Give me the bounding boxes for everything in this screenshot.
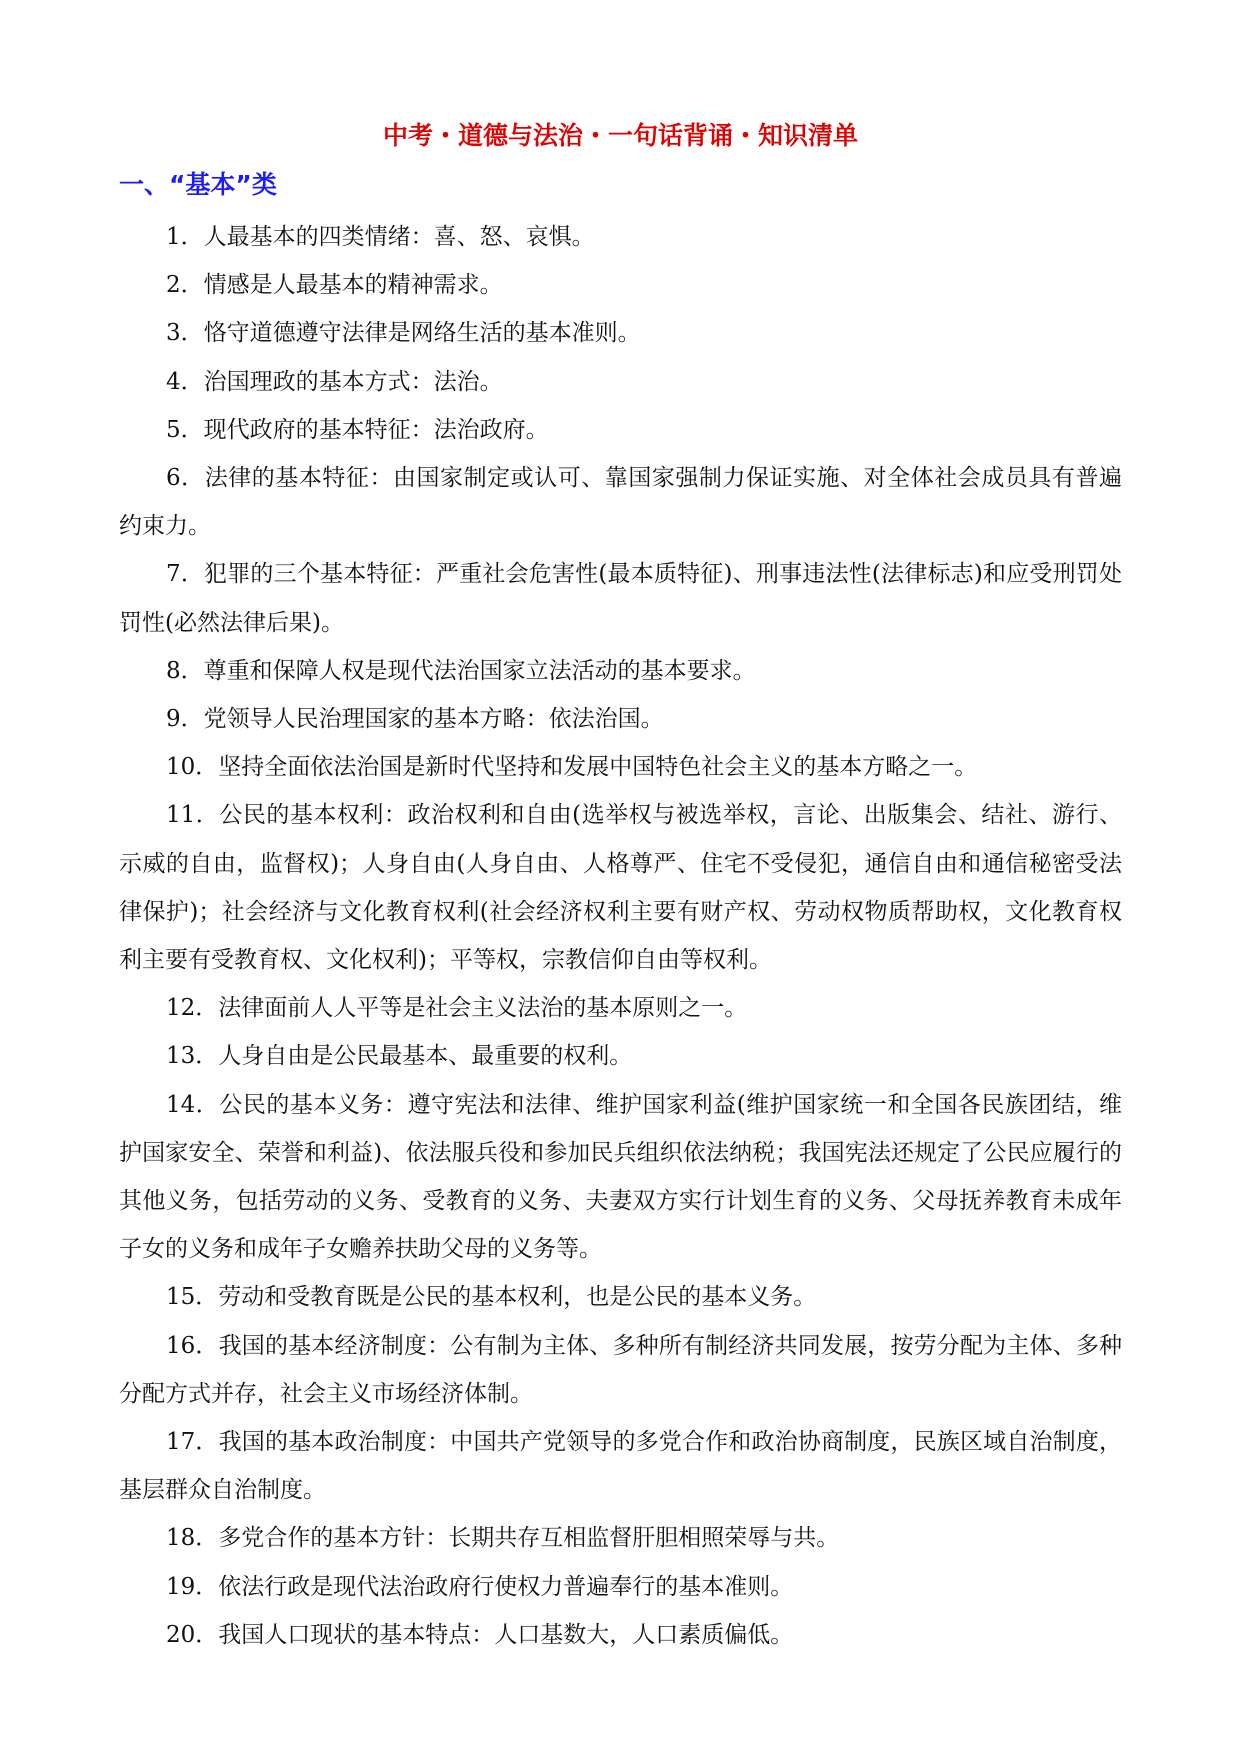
list-item: 14．公民的基本义务：遵守宪法和法律、维护国家利益(维护国家统一和全国各民族团结，维护国家安全、荣誉和利益)、依法服兵役和参加民兵组织依法纳税；我国宪法还规定了公民应履行的其他义务，包括劳动的义务、受教育的义务、夫妻双方实行计划生育的义务、父母抚养教育未成年子女的义务和成年子女赡养扶助父母的义务等。 — [119, 1091, 1122, 1263]
section-heading: 一、“基本”类 — [119, 170, 277, 199]
knowledge-list — [119, 213, 1122, 1659]
list-item: 12．法律面前人人平等是社会主义法治的基本原则之一。 — [166, 995, 748, 1022]
list-item: 13．人身自由是公民最基本、最重要的权利。 — [166, 1043, 633, 1070]
list-item: 6．法律的基本特征：由国家制定或认可、靠国家强制力保证实施、对全体社会成员具有普遍约束力。 — [119, 465, 1122, 540]
list-item: 19．依法行政是现代法治政府行使权力普遍奉行的基本准则。 — [166, 1573, 794, 1600]
list-item: 16．我国的基本经济制度：公有制为主体、多种所有制经济共同发展，按劳分配为主体、多种分配方式并存，社会主义市场经济体制。 — [119, 1332, 1122, 1407]
list-item: 2．情感是人最基本的精神需求。 — [166, 272, 503, 299]
list-item: 3．恪守道德遵守法律是网络生活的基本准则。 — [166, 320, 641, 347]
document-title: 中考・道德与法治・一句话背诵・知识清单 — [382, 121, 858, 150]
list-item: 8．尊重和保障人权是现代法治国家立法活动的基本要求。 — [166, 657, 756, 684]
list-item: 10．坚持全面依法治国是新时代坚持和发展中国特色社会主义的基本方略之一。 — [166, 754, 978, 781]
list-item: 17．我国的基本政治制度：中国共产党领导的多党合作和政治协商制度，民族区域自治制度，基层群众自治制度。 — [119, 1429, 1122, 1504]
list-item: 1．人最基本的四类情绪：喜、怒、哀惧。 — [166, 224, 595, 250]
list-item: 9．党领导人民治理国家的基本方略：依法治国。 — [166, 706, 664, 733]
list-item: 4．治国理政的基本方式：法治。 — [166, 368, 503, 395]
list-item: 5．现代政府的基本特征：法治政府。 — [166, 416, 549, 443]
list-item: 15．劳动和受教育既是公民的基本权利，也是公民的基本义务。 — [166, 1284, 817, 1311]
list-item: 20．我国人口现状的基本特点：人口基数大，人口素质偏低。 — [166, 1621, 794, 1648]
list-item: 11．公民的基本权利：政治权利和自由(选举权与被选举权，言论、出版集会、结社、游行、示威的自由，监督权)；人身自由(人身自由、人格尊严、住宅不受侵犯，通信自由和通信秘密受法律保护)；社会经济与文化教育权利(社会经济权利主要有财产权、劳动权物质帮助权，文化教育权利主要有受教育权、文化权利)；平等权，宗教信仰自由等权利。 — [119, 802, 1122, 974]
list-item: 7．犯罪的三个基本特征：严重社会危害性(最本质特征)、刑事违法性(法律标志)和应受刑罚处罚性(必然法律后果)。 — [119, 561, 1122, 636]
list-item: 18．多党合作的基本方针：长期共存互相监督肝胆相照荣辱与共。 — [166, 1525, 840, 1552]
